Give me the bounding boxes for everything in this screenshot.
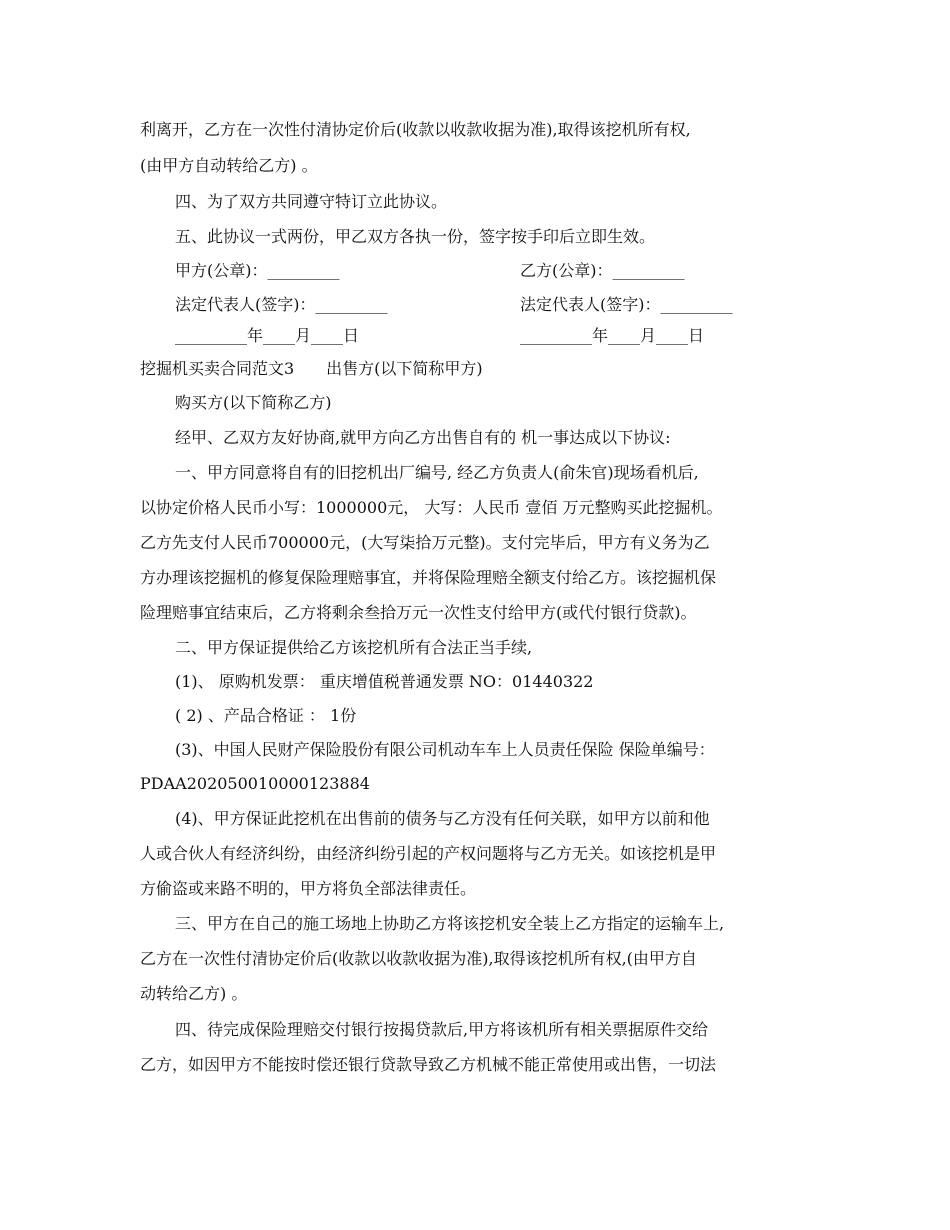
section-heading: 挖掘机买卖合同范文3 出售方(以下简称甲方): [140, 359, 483, 378]
text-line: 乙方，如因甲方不能按时偿还银行贷款导致乙方机械不能正常使用或出售，一切法: [140, 1055, 717, 1074]
text-line: 利离开，乙方在一次性付清协定价后(收款以收款收据为准),取得该挖机所有权,: [140, 120, 691, 139]
text-line: 险理赔事宜结束后，乙方将剩余叁拾万元一次性支付给甲方(或代付银行贷款)。: [140, 603, 697, 622]
text-line: 乙方在一次性付清协定价后(收款以收款收据为准),取得该挖机所有权,(由甲方自: [140, 949, 697, 968]
text-line: 购买方(以下简称乙方): [175, 393, 332, 412]
party-a-representative: 法定代表人(签字)：_________: [175, 295, 388, 314]
text-line: 方办理该挖掘机的修复保险理赔事宜，并将保险理赔全额支付给乙方。该挖掘机保: [140, 568, 717, 587]
party-a-date: _________年____月____日: [175, 326, 360, 345]
text-line: 五、此协议一式两份，甲乙双方各执一份，签字按手印后立即生效。: [175, 227, 656, 246]
text-line: (4)、甲方保证此挖机在出售前的债务与乙方没有任何关联，如甲方以前和他: [175, 809, 710, 828]
text-line: 动转给乙方) 。: [140, 984, 248, 1003]
party-b-seal: 乙方(公章)：_________: [520, 261, 685, 280]
text-line: 一、甲方同意将自有的旧挖机出厂编号, 经乙方负责人(俞朱官)现场看机后,: [175, 463, 699, 482]
text-line: 方偷盗或来路不明的，甲方将负全部法律责任。: [140, 879, 477, 898]
party-b-date: _________年____月____日: [520, 326, 705, 345]
text-line: ( 2) 、产品合格证 ： 1份: [175, 706, 357, 725]
text-line: (3)、中国人民财产保险股份有限公司机动车车上人员责任保险 保险单编号：: [175, 740, 715, 759]
text-line: 经甲、乙双方友好协商,就甲方向乙方出售自有的 机一事达成以下协议:: [175, 428, 671, 447]
text-line: 人或合伙人有经济纠纷，由经济纠纷引起的产权问题将与乙方无关。如该挖机是甲: [140, 844, 717, 863]
text-line: 以协定价格人民币小写：1000000元， 大写：人民币 壹佰 万元整购买此挖掘机。: [140, 498, 723, 517]
text-line: 乙方先支付人民币700000元，(大写柒拾万元整)。支付完毕后，甲方有义务为乙: [140, 533, 710, 552]
text-line: (由甲方自动转给乙方) 。: [140, 156, 318, 175]
text-line: 三、甲方在自己的施工场地上协助乙方将该挖机安全装上乙方指定的运输车上,: [175, 914, 725, 933]
text-line: PDAA202050010000123884: [140, 774, 370, 793]
party-a-seal: 甲方(公章)：_________: [175, 261, 340, 280]
text-line: 二、甲方保证提供给乙方该挖机所有合法正当手续,: [175, 638, 533, 657]
text-line: 四、为了双方共同遵守特订立此协议。: [175, 192, 448, 211]
party-b-representative: 法定代表人(签字)：_________: [520, 295, 733, 314]
text-line: (1)、 原购机发票： 重庆增值税普通发票 NO：01440322: [175, 672, 594, 691]
text-line: 四、待完成保险理赔交付银行按揭贷款后,甲方将该机所有相关票据原件交给: [175, 1020, 709, 1039]
